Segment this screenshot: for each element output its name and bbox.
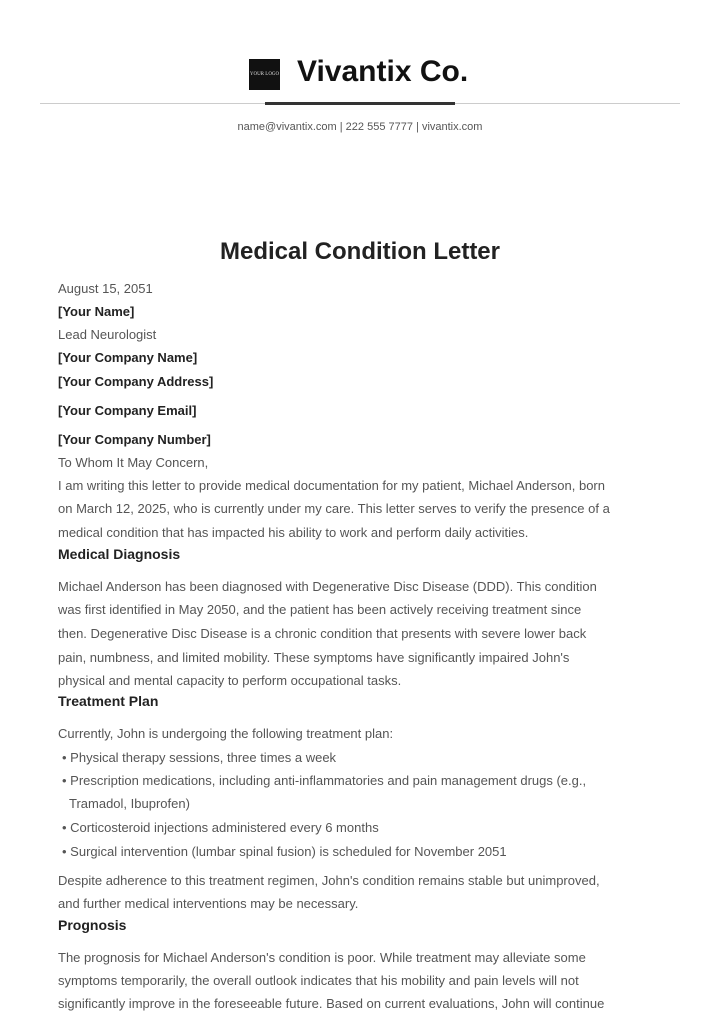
letter-date: August 15, 2051 bbox=[58, 281, 153, 296]
intro-line: on March 12, 2025, who is currently under my care. This letter serves to verify the presence of a bbox=[58, 501, 610, 516]
sender-company-email: [Your Company Email] bbox=[58, 403, 197, 418]
intro-line: medical condition that has impacted his ability to work and perform daily activities. bbox=[58, 525, 529, 540]
sender-company-number: [Your Company Number] bbox=[58, 432, 211, 447]
sender-company-address: [Your Company Address] bbox=[58, 374, 214, 389]
contact-info: name@vivantix.com | 222 555 7777 | vivantix.com bbox=[237, 121, 483, 133]
sender-name: [Your Name] bbox=[58, 304, 135, 319]
intro-line: I am writing this letter to provide medical documentation for my patient, Michael Anderson, born bbox=[58, 478, 605, 493]
treatment-item: • Surgical intervention (lumbar spinal fusion) is scheduled for November 2051 bbox=[62, 844, 507, 859]
page-title: Medical Condition Letter bbox=[219, 238, 500, 265]
diagnosis-line: physical and mental capacity to perform occupational tasks. bbox=[58, 673, 402, 688]
diagnosis-line: was first identified in May 2050, and the patient has been actively receiving treatment since bbox=[58, 602, 582, 617]
diagnosis-line: then. Degenerative Disc Disease is a chronic condition that presents with severe lower back bbox=[58, 626, 587, 641]
treatment-item: • Prescription medications, including anti-inflammatories and pain management drugs (e.g., bbox=[62, 773, 587, 788]
header-accent-divider bbox=[265, 102, 455, 105]
treatment-note: Despite adherence to this treatment regimen, John's condition remains stable but unimproved, bbox=[58, 873, 600, 888]
treatment-note: and further medical interventions may be necessary. bbox=[58, 896, 359, 911]
salutation: To Whom It May Concern, bbox=[58, 455, 209, 470]
treatment-item-continued: Tramadol, Ibuprofen) bbox=[69, 796, 190, 811]
company-logo bbox=[249, 59, 280, 90]
prognosis-line: symptoms temporarily, the overall outlook indicates that his mobility and pain levels will not bbox=[58, 973, 579, 988]
treatment-heading: Treatment Plan bbox=[58, 693, 159, 709]
treatment-item: • Physical therapy sessions, three times a week bbox=[62, 750, 337, 765]
company-name: Vivantix Co. bbox=[297, 55, 469, 88]
sender-company-name: [Your Company Name] bbox=[58, 350, 198, 365]
sender-role: Lead Neurologist bbox=[58, 327, 157, 342]
prognosis-line: significantly improve in the foreseeable future. Based on current evaluations, John will continue bbox=[58, 996, 605, 1011]
treatment-item: • Corticosteroid injections administered every 6 months bbox=[62, 820, 379, 835]
treatment-intro: Currently, John is undergoing the following treatment plan: bbox=[58, 726, 394, 741]
prognosis-line: The prognosis for Michael Anderson's condition is poor. While treatment may alleviate some bbox=[58, 950, 586, 965]
prognosis-heading: Prognosis bbox=[58, 917, 127, 933]
diagnosis-line: Michael Anderson has been diagnosed with Degenerative Disc Disease (DDD). This condition bbox=[58, 579, 597, 594]
logo-text: YOUR LOGO bbox=[249, 71, 280, 77]
diagnosis-line: pain, numbness, and limited mobility. These symptoms have significantly impaired John's bbox=[58, 650, 570, 665]
diagnosis-heading: Medical Diagnosis bbox=[58, 546, 181, 562]
